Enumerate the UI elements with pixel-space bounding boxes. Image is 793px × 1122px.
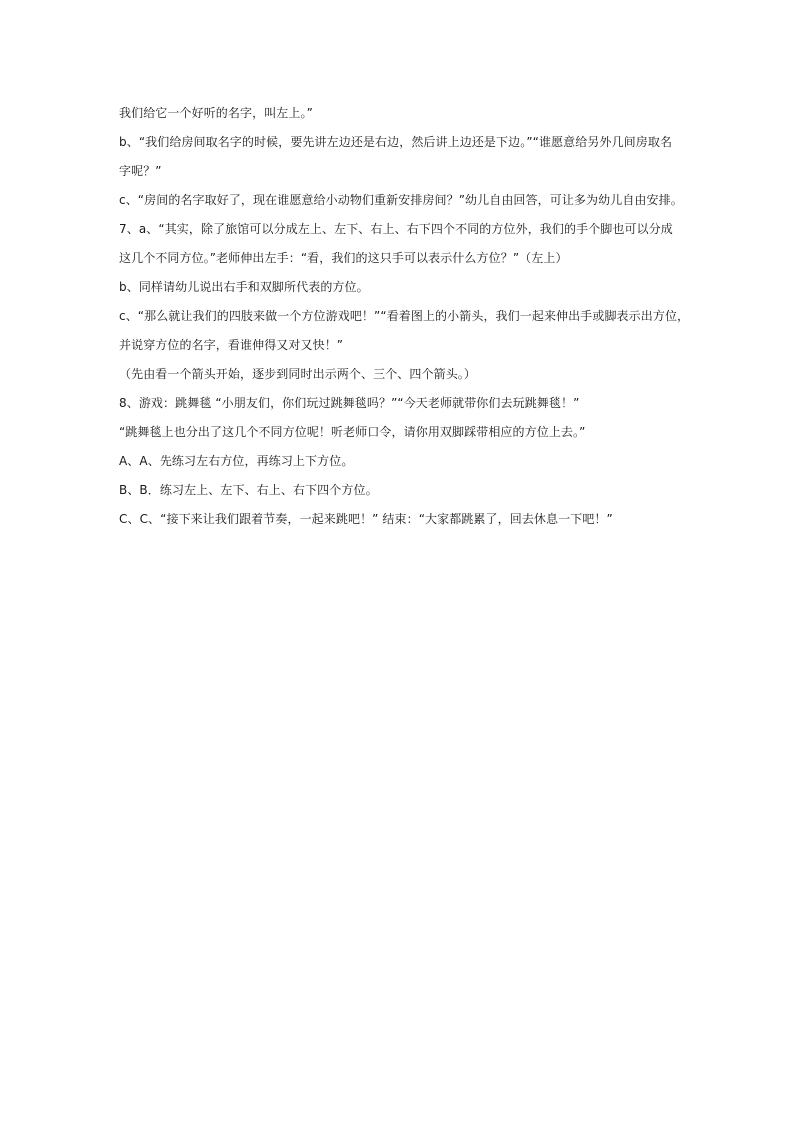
text-line: 这几个不同方位。”老师伸出左手：“看，我们的这只手可以表示什么方位？”（左上） <box>119 251 568 265</box>
text-line: b、同样请幼儿说出右手和双脚所代表的方位。 <box>119 280 369 294</box>
text-line: 8、游戏：跳舞毯 “小朋友们，你们玩过跳舞毯吗？”“今天老师就带你们去玩跳舞毯！” <box>119 396 580 410</box>
text-line: C、C、“接下来让我们跟着节奏，一起来跳吧！” 结束：“大家都跳累了，回去休息一下吧！” <box>119 512 613 526</box>
text-line: A、A、先练习左右方位，再练习上下方位。 <box>119 454 354 468</box>
text-line: c、“那么就让我们的四肢来做一个方位游戏吧！”“看着图上的小箭头，我们一起来伸出手或脚表示出方位， <box>119 309 690 323</box>
text-line: 7、a、“其实，除了旅馆可以分成左上、左下、右上、右下四个不同的方位外，我们的手个脚也可以分成 <box>119 222 673 236</box>
text-line: 并说穿方位的名字，看谁伸得又对又快！” <box>119 338 344 352</box>
text-line: “跳舞毯上也分出了这几个不同方位呢！听老师口令，请你用双脚踩带相应的方位上去。” <box>119 425 586 439</box>
text-line: （先由看一个箭头开始，逐步到同时出示两个、三个、四个箭头。） <box>119 367 477 381</box>
text-line: B、B．练习左上、左下、右上、右下四个方位。 <box>119 483 378 497</box>
text-line: b、“我们给房间取名字的时候，要先讲左边还是右边，然后讲上边还是下边。”“谁愿意给另外几间房取名 <box>119 135 673 149</box>
text-line: c、“房间的名字取好了，现在谁愿意给小动物们重新安排房间？”幼儿自由回答，可让多为幼儿自由安排。 <box>119 193 683 207</box>
text-line: 字呢？” <box>119 164 162 178</box>
document-body <box>119 99 690 534</box>
text-line: 我们给它一个好听的名字，叫左上。” <box>119 106 313 120</box>
